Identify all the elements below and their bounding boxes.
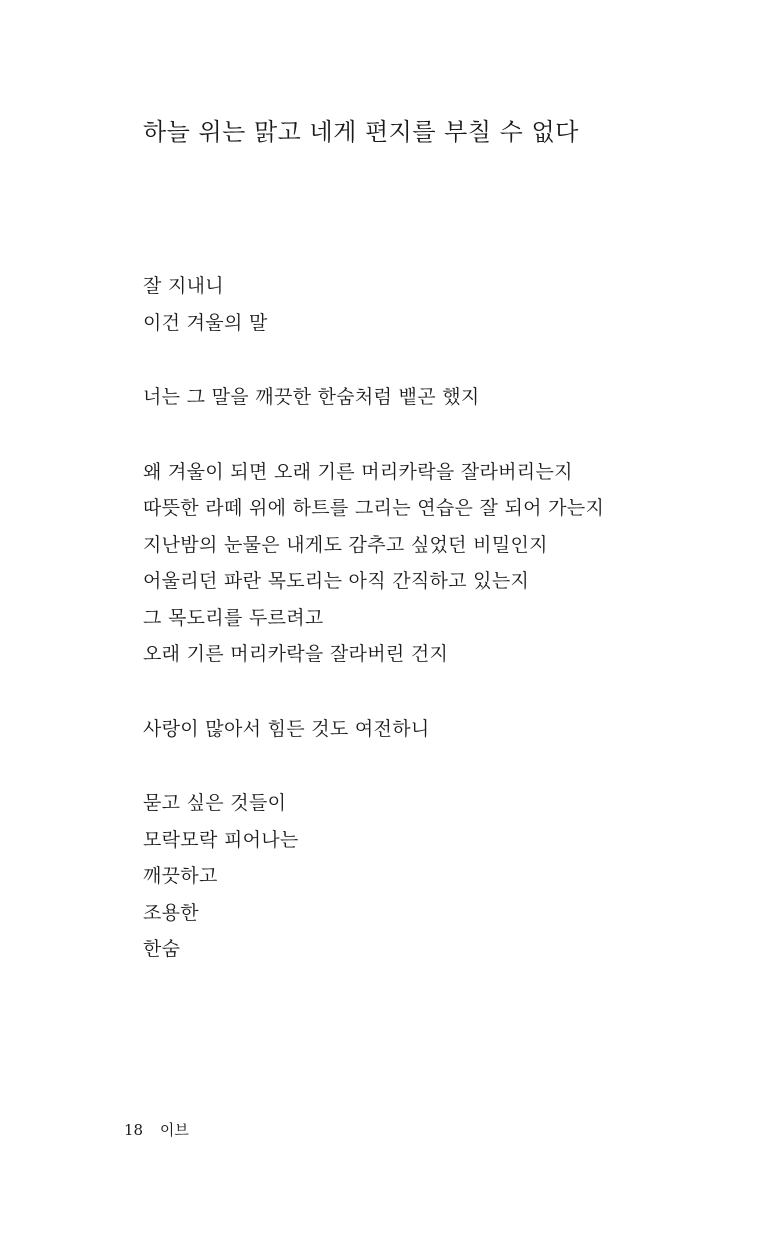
poem-line: 사랑이 많아서 힘든 것도 여전하니 [143, 717, 430, 740]
stanza [143, 785, 703, 968]
poem-line: 그 목도리를 두르려고 [143, 606, 324, 629]
poem-line: 왜 겨울이 되면 오래 기른 머리카락을 잘라버리는지 [143, 460, 573, 483]
stanza [143, 711, 703, 748]
poem-line: 오래 기른 머리카락을 잘라버린 건지 [143, 643, 449, 665]
poem-body [143, 268, 703, 1006]
poem-line: 한숨 [143, 938, 181, 960]
poem-line: 모락모락 피어나는 [143, 828, 299, 851]
poem-line: 조용한 [143, 901, 199, 924]
poem-line: 지난밤의 눈물은 내게도 감추고 싶었던 비밀인지 [143, 533, 548, 556]
stanza [143, 379, 703, 416]
page-footer [124, 1120, 189, 1140]
poem-line: 묻고 싶은 것들이 [143, 792, 287, 814]
poem-line: 깨끗하고 [143, 865, 218, 887]
poem-line: 잘 지내니 [143, 275, 224, 297]
stanza [143, 454, 703, 673]
poem-line: 어울리던 파란 목도리는 아직 간직하고 있는지 [143, 570, 530, 592]
poem-line: 따뜻한 라떼 위에 하트를 그리는 연습은 잘 되어 가는지 [143, 497, 605, 519]
book-title: 이브 [159, 1121, 189, 1139]
poem-line: 이건 겨울의 말 [143, 311, 268, 334]
poem-title: 하늘 위는 맑고 네게 편지를 부칠 수 없다 [143, 118, 579, 146]
page-number: 18 [124, 1121, 144, 1139]
poem-line: 너는 그 말을 깨끗한 한숨처럼 뱉곤 했지 [143, 386, 480, 408]
stanza [143, 268, 703, 341]
